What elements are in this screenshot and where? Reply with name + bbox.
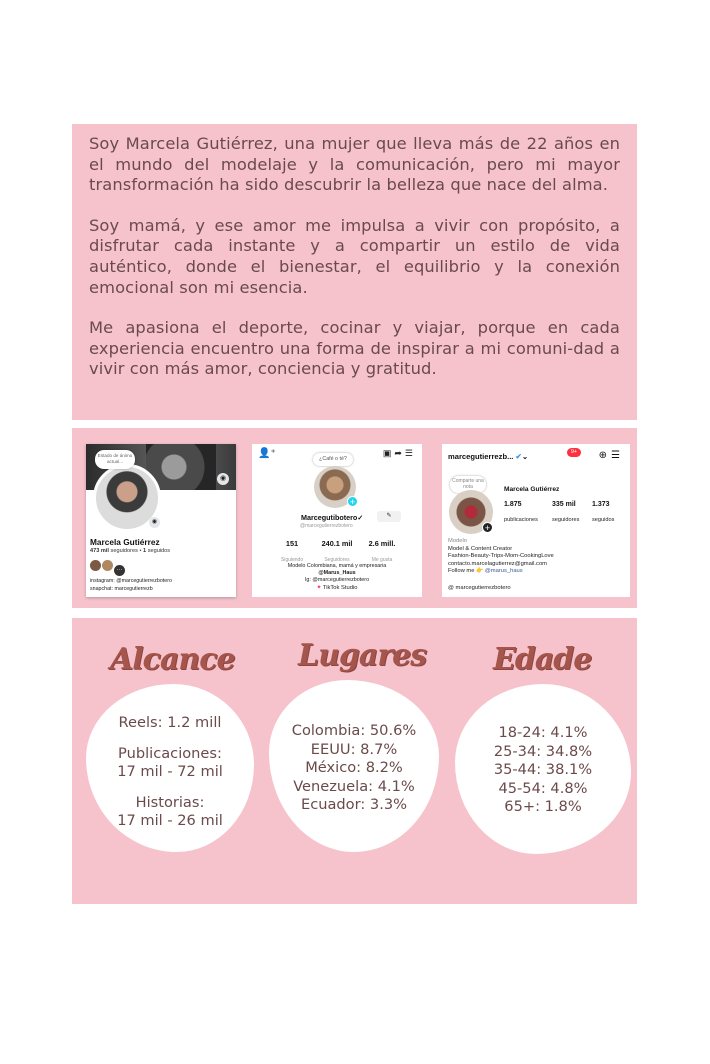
contact-lines — [90, 577, 172, 593]
lugares-card — [269, 680, 439, 852]
camera-icon: ◉ — [149, 517, 160, 528]
header-icons: ⊕☰ — [598, 450, 624, 461]
stat-following: 151 Siguiendo — [280, 539, 304, 563]
profile-name: Marcela Gutiérrez — [90, 537, 160, 547]
threads-link: @ marcegutierrezbotero — [448, 585, 511, 591]
stat-followers: 240.1 mil Seguidores — [321, 539, 353, 563]
stat-following: 1.373 seguidos — [592, 501, 615, 523]
note-bubble: Comparte una nota — [450, 476, 486, 493]
alcance-heading: Alcance — [110, 642, 235, 677]
followers-count: 473 mil — [90, 548, 109, 554]
lugares-item: México: 8.2% — [305, 759, 403, 776]
threads-icon: @ — [448, 585, 454, 591]
lugares-item: Venezuela: 4.1% — [293, 777, 415, 795]
chevron-down-icon: ⌄ — [521, 452, 529, 461]
profile-name: Marcela Gutiérrez — [504, 486, 560, 493]
stat-likes: 2.6 mill. Me gusta — [368, 539, 396, 563]
camera-icon: ◉ — [217, 473, 229, 485]
more-icon: ··· — [114, 565, 125, 576]
tiktok-studio-link: ✦ TikTok Studio — [316, 585, 358, 591]
lugares-item: EEUU: 8.7% — [310, 740, 398, 758]
add-user-icon: 👤⁺ — [258, 448, 276, 459]
verified-icon: ✔ — [515, 452, 522, 461]
edade-card — [455, 684, 631, 854]
verified-icon: ✓ — [357, 513, 364, 522]
edade-item: 25-34: 34.8% — [493, 742, 593, 760]
bio-paragraph: Soy mamá, y ese amor me impulsa a vivir con propósito, a disfrutar cada instante y a compartir un estilo de vida auténtico, donde el bienestar, el equilibrio y la conexión emocional son mi esencia. — [89, 215, 620, 297]
edade-item: 35-44: 38.1% — [493, 761, 593, 778]
reels-stat: Reels: 1.2 mill — [118, 714, 222, 731]
notification-badge: 9+ — [567, 448, 581, 457]
plus-icon: + — [482, 522, 493, 533]
edade-item: 45-54: 4.8% — [498, 779, 588, 797]
username: @marcegutierrezbotero — [300, 523, 353, 529]
instagram-line: instagram: @marcegutierrezbotero — [90, 578, 172, 584]
bio-paragraph: Soy Marcela Gutiérrez, una mujer que lleva más de 22 años en el mundo del modelaje y la comunicación, pero mi mayor transformación ha sido descubrir la belleza que nace del alma. — [89, 134, 620, 195]
lugares-item: Ecuador: 3.3% — [300, 796, 407, 813]
historias-label: Historias: — [135, 793, 205, 811]
following-label: seguidos — [147, 548, 171, 554]
publicaciones-value: 17 mil - 72 mil — [117, 763, 223, 780]
edit-icon: ✎ — [377, 511, 401, 522]
instagram-profile-card — [442, 444, 630, 597]
profile-bio: Modelo Model & Content Creator Fashion-Beauty-Trips-Mom-CookingLove contacto.marcelagutierrez@gmail.com Follow me 👉 @marus_haus — [448, 538, 554, 575]
profile-username: marcegutierrezb... ✔⌄ — [448, 452, 529, 461]
friend-thumbnails — [90, 558, 126, 576]
social-screenshots-panel — [72, 428, 637, 608]
plus-icon: + — [347, 496, 358, 507]
alcance-card — [86, 684, 254, 852]
studio-icon: ✦ — [316, 585, 322, 591]
lugares-heading: Lugares — [298, 638, 427, 673]
edade-heading: Edade — [493, 642, 592, 677]
bio-panel — [72, 124, 637, 420]
friend-avatar — [102, 560, 113, 571]
status-bubble: ¿Café o té? — [313, 453, 353, 466]
following-count: 1 — [143, 548, 147, 554]
profile-bio: Modelo Colombiana, mamá y empresaria @Marus_Haus Ig: @marcegutierrezbotero — [287, 563, 387, 583]
tiktok-profile-card — [252, 444, 422, 597]
profile-handle: Marcegutibotero✓ — [301, 513, 364, 522]
edade-item: 65+: 1.8% — [504, 798, 582, 815]
bio-paragraph: Me apasiona el deporte, cocinar y viajar, porque en cada experiencia encuentro una forma de inspirar a mi comuni-dad a vivir con más amor, conciencia y gratitud. — [89, 318, 620, 379]
header-icons: ▣➦☰ — [382, 448, 416, 458]
historias-value: 17 mil - 26 mil — [117, 812, 223, 829]
followers-label: seguidores — [110, 548, 138, 554]
stat-followers: 335 mil seguidores — [552, 501, 580, 523]
lugares-item: Colombia: 50.6% — [291, 722, 417, 739]
facebook-profile-card — [86, 444, 236, 597]
follower-stats: 473 mil seguidores • 1 seguidos — [90, 548, 171, 554]
stat-posts: 1.875 publicaciones — [504, 501, 538, 523]
stats-panel — [72, 618, 637, 904]
publicaciones-label: Publicaciones: — [118, 744, 222, 762]
edade-item: 18-24: 4.1% — [498, 724, 588, 741]
status-bubble: Estado de ánimo actual... — [95, 450, 135, 469]
snapchat-line: snapchat: marcegutierrezb — [90, 586, 153, 592]
friend-avatar — [90, 560, 101, 571]
